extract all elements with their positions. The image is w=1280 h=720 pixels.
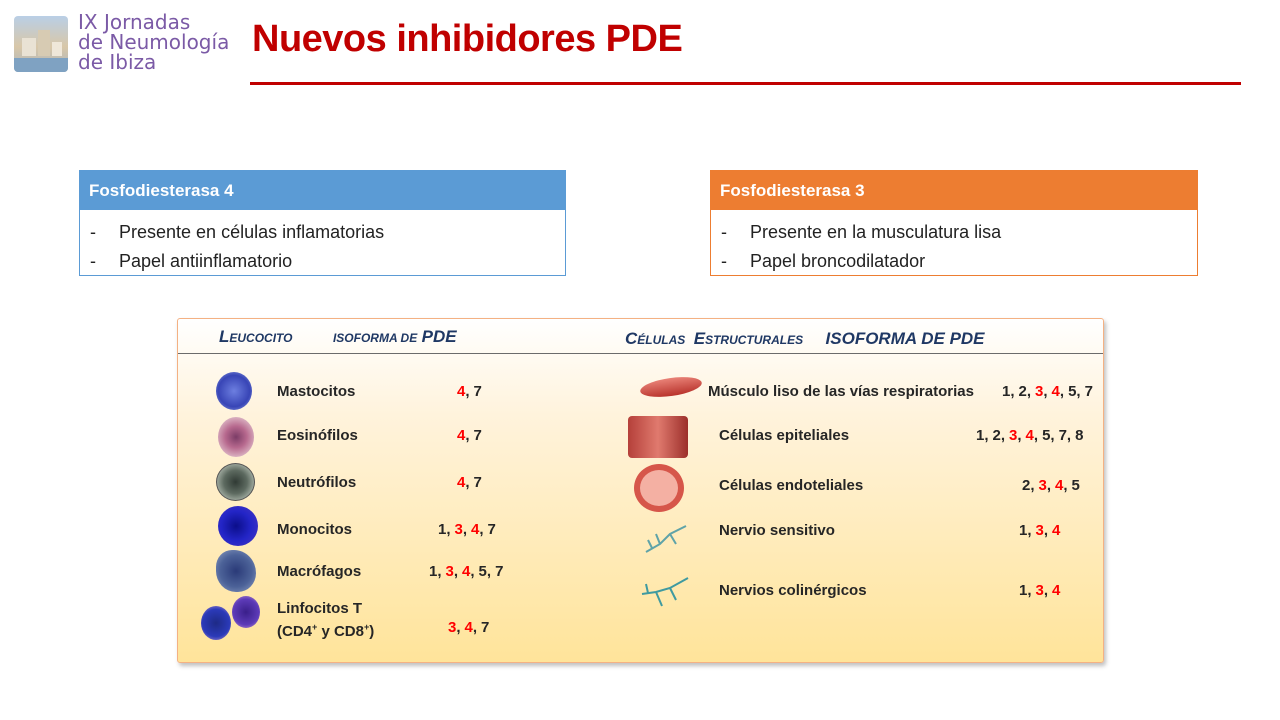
isoform-number: 3: [1035, 522, 1044, 539]
structural-cell-label: Nervios colinérgicos: [719, 582, 867, 599]
isoform-separator: ,: [1000, 427, 1006, 444]
leucocyte-label: Mastocitos: [277, 383, 356, 400]
list-item-text: Papel antiinflamatorio: [119, 251, 293, 271]
isoform-number: 4: [471, 521, 480, 538]
isoform-number: 4: [1025, 427, 1034, 444]
isoform-separator: ,: [470, 563, 475, 580]
isoform-separator: ,: [479, 521, 484, 538]
macrophage-icon: [216, 550, 256, 592]
isoform-separator: ,: [1059, 383, 1065, 400]
list-item-text: Presente en la musculatura lisa: [750, 222, 1002, 242]
neutrophil-icon: [216, 463, 255, 501]
isoform-number: 1: [429, 563, 438, 580]
isoform-list: [457, 383, 482, 400]
pde3-list: [711, 210, 1197, 276]
structural-cell-label: Nervio sensitivo: [719, 522, 835, 539]
isoform-separator: ,: [1043, 522, 1049, 539]
leucocyte-label: Linfocitos T (CD4+ y CD8+): [277, 600, 375, 640]
isoform-separator: ,: [456, 619, 461, 636]
isoform-number: 2: [1022, 477, 1031, 494]
isoform-list: [429, 563, 503, 580]
isoform-number: 7: [495, 563, 504, 580]
isoform-number: 7: [481, 619, 490, 636]
isoform-list: [457, 474, 482, 491]
isoform-number: 3: [1035, 383, 1044, 400]
isoform-list: [1019, 522, 1060, 539]
isoform-number: 7: [473, 474, 482, 491]
isoform-separator: ,: [453, 563, 459, 580]
isoform-number: 5: [1042, 427, 1051, 444]
isoform-separator: ,: [1046, 477, 1052, 494]
isoform-number: 4: [457, 383, 466, 400]
leucocyte-label: Neutrófilos: [277, 474, 357, 491]
conference-name: IX Jornadas de Neumología de Ibiza: [78, 10, 230, 74]
cholinergic-nerve-icon: [640, 576, 690, 610]
isoform-separator: ,: [1027, 582, 1032, 599]
lymphocyte-icon: [201, 606, 231, 640]
structural-cell-label: Músculo liso de las vías respiratorias: [708, 383, 974, 400]
isoform-list: [457, 427, 482, 444]
leucocyte-label: Macrófagos: [277, 563, 362, 580]
city-logo-icon: [14, 16, 68, 72]
list-item: - Presente en la musculatura lisa: [721, 222, 1002, 242]
isoform-list: [1022, 477, 1080, 494]
isoform-separator: ,: [1066, 427, 1072, 444]
pde4-box: [79, 170, 566, 276]
isoform-list: [1002, 383, 1093, 400]
structural-cell-label: Células epiteliales: [719, 427, 850, 444]
isoform-number: 4: [464, 619, 473, 636]
isoform-separator: ,: [462, 521, 468, 538]
isoform-number: 1: [438, 521, 447, 538]
isoform-separator: ,: [472, 619, 478, 636]
isoform-number: 7: [1084, 383, 1093, 400]
mastocyte-icon: [216, 372, 252, 410]
isoform-number: 4: [1052, 582, 1061, 599]
isoform-list: [976, 427, 1083, 444]
isoform-number: 7: [473, 427, 482, 444]
isoform-separator: ,: [465, 383, 470, 400]
list-item: - Presente en células inflamatorias: [90, 222, 385, 242]
list-item-text: Papel broncodilatador: [750, 251, 926, 271]
sensory-nerve-icon: [642, 522, 692, 556]
lymphocyte-icon: [232, 596, 260, 628]
isoform-separator: ,: [1043, 383, 1048, 400]
title-divider: [250, 82, 1241, 85]
isoform-separator: ,: [1017, 427, 1022, 444]
structural-cell-label: Células endoteliales: [719, 477, 864, 494]
isoform-number: 4: [462, 563, 471, 580]
isoform-number: 8: [1075, 427, 1084, 444]
isoform-separator: ,: [1076, 383, 1081, 400]
isoform-number: 1: [1019, 522, 1028, 539]
isoform-number: 4: [457, 474, 466, 491]
endothelial-cell-icon: [634, 464, 684, 512]
isoform-separator: ,: [1050, 427, 1055, 444]
isoform-number: 4: [1055, 477, 1064, 494]
list-item: - Papel broncodilatador: [721, 251, 926, 271]
isoform-list: [1019, 582, 1060, 599]
structural-column-header: CÉLULAS ESTRUCTURALES ISOFORMA DE PDE: [625, 329, 985, 348]
isoform-number: 7: [487, 521, 496, 538]
leucocyte-column-header: LEUCOCITO ISOFORMA DE PDE: [219, 327, 457, 346]
isoform-number: 3: [1035, 582, 1044, 599]
isoform-separator: ,: [984, 427, 989, 444]
isoform-number: 4: [1051, 383, 1060, 400]
panel-divider: [178, 353, 1103, 354]
monocyte-icon: [218, 506, 258, 546]
isoform-number: 1: [1019, 582, 1028, 599]
isoform-separator: ,: [465, 427, 470, 444]
isoform-number: 5: [1071, 477, 1080, 494]
isoform-list: [448, 619, 489, 636]
isoform-separator: ,: [465, 474, 470, 491]
isoform-separator: ,: [437, 563, 442, 580]
epithelial-cell-icon: [628, 416, 688, 458]
isoform-separator: ,: [1063, 477, 1068, 494]
leucocyte-label: Eosinófilos: [277, 427, 358, 444]
isoform-separator: ,: [1043, 582, 1049, 599]
page-title: Nuevos inhibidores PDE: [252, 18, 683, 60]
isoform-number: 7: [473, 383, 482, 400]
pde3-heading: Fosfodiesterasa 3: [711, 171, 1197, 210]
isoform-list: [438, 521, 496, 538]
leucocyte-label: Monocitos: [277, 521, 352, 538]
isoform-separator: ,: [1033, 427, 1039, 444]
isoform-separator: ,: [1030, 477, 1035, 494]
isoform-separator: ,: [446, 521, 451, 538]
eosinophil-icon: [218, 417, 254, 457]
isoform-number: 1: [976, 427, 985, 444]
isoform-separator: ,: [486, 563, 492, 580]
isoform-number: 3: [454, 521, 463, 538]
list-item-text: Presente en células inflamatorias: [119, 222, 385, 242]
isoform-number: 7: [1058, 427, 1067, 444]
isoform-number: 3: [1009, 427, 1018, 444]
isoform-number: 3: [445, 563, 454, 580]
isoform-separator: ,: [1027, 522, 1032, 539]
isoform-number: 1: [1002, 383, 1011, 400]
isoform-number: 5: [478, 563, 487, 580]
isoform-separator: ,: [1010, 383, 1015, 400]
isoform-separator: ,: [1026, 383, 1032, 400]
isoform-number: 2: [992, 427, 1001, 444]
list-item: - Papel antiinflamatorio: [90, 251, 293, 271]
pde4-heading: Fosfodiesterasa 4: [80, 171, 565, 210]
pde3-box: [710, 170, 1198, 276]
isoform-number: 2: [1018, 383, 1027, 400]
isoform-number: 4: [457, 427, 466, 444]
isoform-number: 3: [448, 619, 457, 636]
isoform-number: 5: [1068, 383, 1077, 400]
pde4-list: [80, 210, 565, 276]
isoform-number: 3: [1038, 477, 1047, 494]
isoform-number: 4: [1052, 522, 1061, 539]
